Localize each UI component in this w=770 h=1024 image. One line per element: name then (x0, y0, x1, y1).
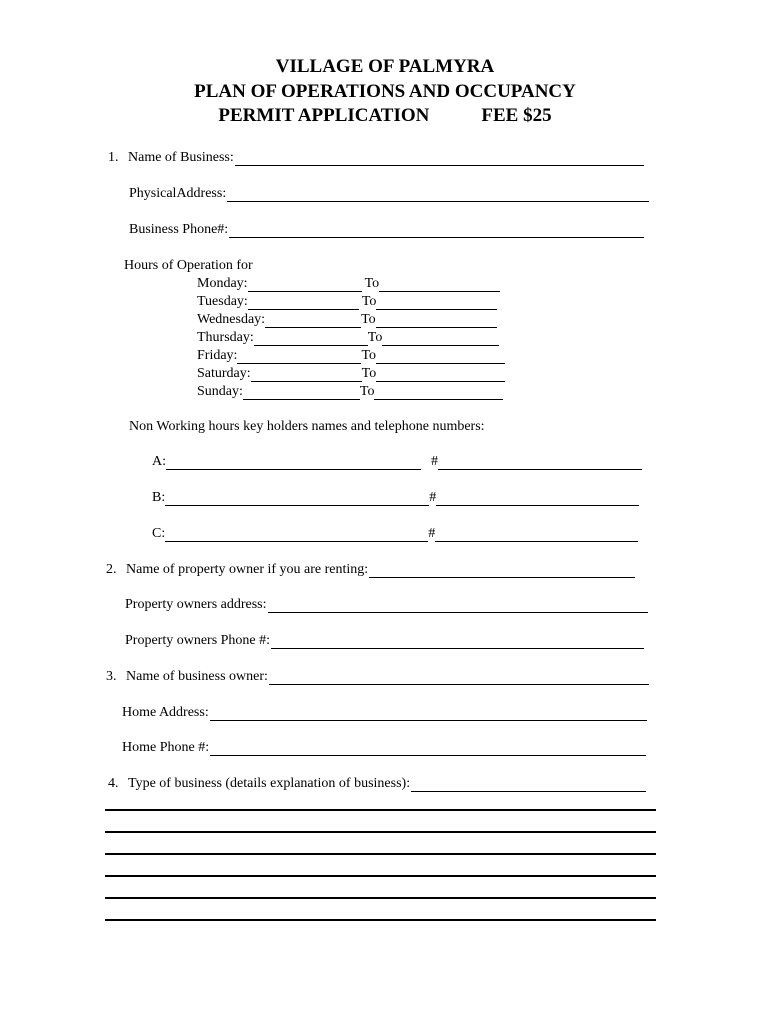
keyholder-row-a (152, 454, 642, 470)
description-line[interactable] (105, 809, 656, 811)
keyholder-letter: B: (152, 490, 166, 505)
day-label: Monday: (197, 276, 248, 291)
to-label: To (359, 384, 375, 399)
day-row-saturday (197, 366, 505, 382)
business-type-label: Type of business (details explanation of business): (128, 776, 411, 791)
owners-address-field[interactable] (268, 598, 648, 613)
monday-close-field[interactable] (379, 277, 500, 292)
wednesday-open-field[interactable] (265, 313, 361, 328)
hash-label: # (428, 526, 436, 541)
day-row-sunday (197, 384, 503, 400)
permit-application-label: PERMIT APPLICATION (218, 105, 430, 126)
owners-phone-row (125, 633, 644, 649)
day-label: Friday: (197, 348, 238, 363)
friday-close-field[interactable] (376, 349, 505, 364)
to-label: To (361, 366, 377, 381)
sunday-open-field[interactable] (243, 385, 360, 400)
to-label: To (367, 330, 383, 345)
saturday-open-field[interactable] (251, 367, 362, 382)
to-label: To (361, 294, 377, 309)
business-name-label: Name of Business: (128, 150, 234, 165)
tuesday-open-field[interactable] (248, 295, 359, 310)
description-line[interactable] (105, 919, 656, 921)
business-phone-row (129, 222, 644, 238)
hash-label: # (429, 490, 437, 505)
day-label: Saturday: (197, 366, 251, 381)
description-line[interactable] (105, 831, 656, 833)
keyholders-label: Non Working hours key holders names and telephone numbers: (129, 419, 485, 434)
day-label: Wednesday: (197, 312, 266, 327)
business-type-row (108, 776, 646, 792)
business-name-field[interactable] (235, 151, 644, 166)
keyholder-letter: C: (152, 526, 166, 541)
keyholder-c-phone-field[interactable] (435, 527, 638, 542)
day-row-tuesday (197, 294, 497, 310)
section-number: 1. (108, 150, 119, 165)
fee-label: FEE $25 (481, 105, 552, 126)
keyholder-letter: A: (152, 454, 166, 469)
saturday-close-field[interactable] (376, 367, 505, 382)
form-title-plan: PLAN OF OPERATIONS AND OCCUPANCY (194, 81, 576, 102)
property-owner-row (106, 562, 635, 578)
property-owner-field[interactable] (369, 563, 635, 578)
home-phone-field[interactable] (210, 741, 646, 756)
section-number: 3. (106, 669, 117, 684)
hours-of-operation-label: Hours of Operation for (124, 258, 253, 273)
business-owner-row (106, 669, 649, 685)
tuesday-close-field[interactable] (376, 295, 497, 310)
description-line[interactable] (105, 853, 656, 855)
physical-address-label: PhysicalAddress: (129, 186, 227, 201)
keyholder-c-name-field[interactable] (165, 527, 428, 542)
description-line[interactable] (105, 897, 656, 899)
physical-address-field[interactable] (227, 187, 649, 202)
keyholder-a-phone-field[interactable] (438, 455, 642, 470)
day-label: Tuesday: (197, 294, 248, 309)
owners-address-label: Property owners address: (125, 597, 267, 612)
keyholder-b-phone-field[interactable] (436, 491, 639, 506)
business-phone-label: Business Phone#: (129, 222, 229, 237)
owners-phone-label: Property owners Phone #: (125, 633, 271, 648)
day-row-wednesday (197, 312, 497, 328)
home-address-field[interactable] (210, 706, 647, 721)
physical-address-row (129, 186, 649, 202)
home-address-label: Home Address: (122, 705, 209, 720)
home-address-row (122, 705, 647, 721)
owners-address-row (125, 597, 648, 613)
section-number: 2. (106, 562, 117, 577)
home-phone-label: Home Phone #: (122, 740, 210, 755)
business-owner-label: Name of business owner: (126, 669, 268, 684)
keyholder-row-b (152, 490, 639, 506)
owners-phone-field[interactable] (271, 634, 644, 649)
day-row-thursday (197, 330, 499, 346)
day-row-monday (197, 276, 500, 292)
business-phone-field[interactable] (229, 223, 644, 238)
day-label: Sunday: (197, 384, 243, 399)
keyholder-row-c (152, 526, 638, 542)
business-owner-field[interactable] (269, 670, 649, 685)
hash-label: # (431, 454, 438, 469)
sunday-close-field[interactable] (374, 385, 503, 400)
business-name-row (108, 150, 644, 166)
to-label: To (364, 276, 380, 291)
to-label: To (361, 348, 377, 363)
day-row-friday (197, 348, 505, 364)
to-label: To (361, 312, 376, 327)
friday-open-field[interactable] (237, 349, 361, 364)
section-number: 4. (108, 776, 119, 791)
keyholder-a-name-field[interactable] (166, 455, 421, 470)
thursday-open-field[interactable] (254, 331, 368, 346)
thursday-close-field[interactable] (382, 331, 499, 346)
keyholder-b-name-field[interactable] (165, 491, 429, 506)
form-title-village: VILLAGE OF PALMYRA (275, 56, 495, 77)
wednesday-close-field[interactable] (376, 313, 497, 328)
home-phone-row (122, 740, 646, 756)
monday-open-field[interactable] (248, 277, 362, 292)
day-label: Thursday: (197, 330, 254, 345)
business-type-field[interactable] (411, 777, 646, 792)
form-title-permit (0, 104, 770, 128)
description-line[interactable] (105, 875, 656, 877)
property-owner-label: Name of property owner if you are renting: (126, 562, 369, 577)
